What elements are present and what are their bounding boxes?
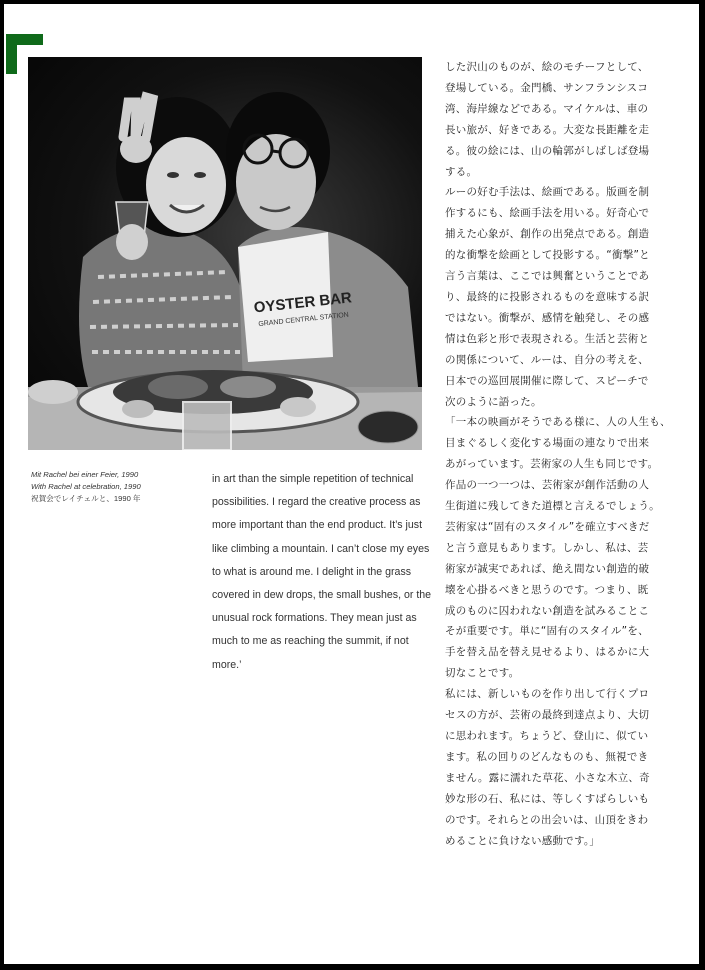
photo-rachel-celebration bbox=[28, 57, 422, 450]
text-line: に思われます。ちょうど、登山に、似てい bbox=[445, 730, 649, 742]
text-line: のです。それらとの出会いは、山頂をきわ bbox=[445, 813, 649, 826]
text-line: した沢山のものが、絵のモチーフとして、 bbox=[445, 61, 649, 73]
text-line: in art than the simple repetition of technical bbox=[212, 473, 414, 485]
text-line: 手を替え品を替え見せるより、はるかに大 bbox=[445, 646, 650, 659]
text-line: 作品の一つ一つは、芸術家が創作活動の人 bbox=[445, 479, 650, 492]
text-line: 長い旅が、好きである。大変な長距離を走 bbox=[445, 123, 650, 136]
japanese-body-text bbox=[445, 57, 690, 851]
text-line: ます。私の回りのどんなものも、無視でき bbox=[445, 750, 649, 763]
text-line: 切なことです。 bbox=[445, 667, 520, 680]
text-line: 妙な形の石、私には、等しくすばらしいも bbox=[445, 792, 650, 805]
text-line: 情は色彩と形で表現される。生活と芸術と bbox=[445, 332, 650, 345]
text-line: 日本での巡回展開催に際して、スピーチで bbox=[445, 374, 649, 387]
text-line: 術家が誠実であれば、絶え間ない創造的破 bbox=[445, 562, 650, 575]
text-line: covered in dew drops, the small bushes, or the bbox=[212, 589, 432, 602]
text-line: 作するにも、絵画手法を用いる。好奇心で bbox=[445, 207, 650, 220]
text-line: 登場している。金門橋、サンフランシスコ bbox=[445, 81, 649, 94]
text-line: ルーの好む手法は、絵画である。版画を制 bbox=[445, 186, 650, 199]
text-line: 言う言葉は、ここでは興奮ということであ bbox=[445, 270, 650, 283]
text-line: 次のように語った。 bbox=[445, 395, 542, 408]
text-line: to what is around me. I delight in the grass bbox=[212, 565, 412, 578]
caption-german: Mit Rachel bei einer Feier, 1990 bbox=[31, 470, 139, 479]
text-line: like climbing a mountain. I can’t close my eyes bbox=[212, 542, 430, 555]
text-line: 目まぐるしく変化する場面の連なりで出来 bbox=[445, 437, 650, 450]
text-line: unusual rock formations. They mean just as bbox=[212, 612, 417, 625]
page bbox=[4, 4, 699, 964]
text-line: と言う意見もあります。しかし、私は、芸 bbox=[445, 541, 649, 554]
caption-english: With Rachel at celebration, 1990 bbox=[31, 482, 141, 491]
text-line: する。 bbox=[445, 165, 478, 178]
text-line: 生街道に残してきた道標と言えるでしょう。 bbox=[445, 500, 660, 513]
text-line: much to me as reaching the summit, if not bbox=[212, 635, 409, 648]
text-line: more important than the end product. It’s just bbox=[212, 519, 423, 532]
text-line: そが重要です。単に“固有のスタイル”を、 bbox=[445, 625, 649, 638]
text-line: り、最終的に投影されるものを意味する訳 bbox=[445, 290, 650, 303]
apron-text: OYSTER BAR bbox=[253, 289, 353, 317]
text-line: 的な衝撃を絵画として投影する。“衝撃”と bbox=[445, 249, 650, 262]
text-line: あがっています。芸術家の人生も同じです。 bbox=[445, 458, 659, 471]
text-line: 湾、海岸線などである。マイケルは、車の bbox=[445, 102, 649, 115]
text-line: の関係について、ルーは、自分の考えを、 bbox=[445, 353, 649, 366]
text-line: めることに負けない感動です。」 bbox=[445, 834, 601, 847]
text-line: 「一本の映画がそうである様に、人の人生も、 bbox=[445, 416, 671, 429]
text-line: ません。露に濡れた草花、小さな木立、奇 bbox=[445, 771, 650, 784]
apron-subtext: GRAND CENTRAL STATION bbox=[258, 311, 350, 329]
text-line: possibilities. I regard the creative process as bbox=[212, 496, 421, 509]
text-line: 捕えた心象が、創作の出発点である。創造 bbox=[445, 228, 650, 241]
text-line: 私には、新しいものを作り出して行くプロ bbox=[445, 688, 650, 701]
text-line: 壊を心掛るべきと思うのです。つまり、既 bbox=[445, 583, 649, 596]
caption-japanese: 祝賀会でレイチェルと、1990 年 bbox=[31, 494, 141, 503]
text-line: 芸術家は“固有のスタイル”を確立すべきだ bbox=[445, 520, 650, 533]
english-body-text bbox=[212, 468, 430, 677]
text-line: more.’ bbox=[212, 658, 242, 671]
text-line: 成のものに囚われない創造を試みることこ bbox=[445, 604, 650, 617]
text-line: ではない。衝撃が、感情を触発し、その感 bbox=[445, 311, 650, 324]
text-line: セスの方が、芸術の最終到達点より、大切 bbox=[445, 709, 650, 722]
photo-caption bbox=[31, 469, 201, 505]
text-line: る。彼の絵には、山の輪郭がしばしば登場 bbox=[445, 144, 650, 157]
